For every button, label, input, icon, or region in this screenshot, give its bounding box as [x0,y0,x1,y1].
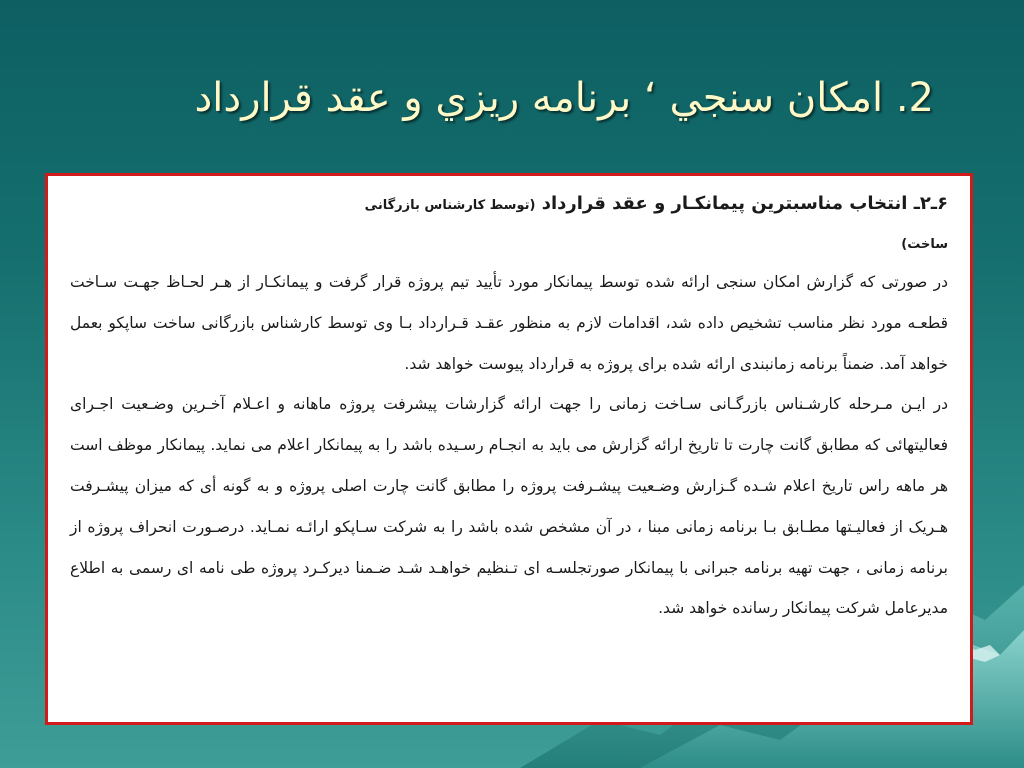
document-body [70,182,948,716]
slide-title: 2. امکان سنجي ‘ برنامه ريزي و عقد قرارداد [194,75,934,121]
paragraph-1: در صورتی كه گزارش امكان سنجی ارائه شده توسط پيمانكار مورد تأييد تيم پروژه قرار گرفت و پيمانكـار از هـر لحـاظ جهـت سـاخت قطعـه مورد نظر مناسب تشخيص داده شد، اقدامات لازم به منظور عقـد قـرارداد بـا وی توسط كارشناس بازرگانی ساخت ساپكو بعمل خواهد آمد. ضمناً برنامه زمانبندی ارائه شده برای پروژه به قرارداد پيوست خواهد شد. [70,273,948,373]
paragraph-2: در ايـن مـرحله كارشـناس بازرگـانی سـاخت زمانی را جهت ارائه گزارشات پيشرفت پروژه ماهانه و اعـلام آخـرين وضـعيت اجـرای فعاليتهائی كه مطابق گانت چارت تا تاريخ ارائه گزارش می بايد به انجـام رسـيده باشد را به پيمانكار اعلام می نمايد. پيمانكار موظف است هر ماهه راس تاريخ اعلام شـده گـزارش وضـعيت پيشـرفت پروژه را مطابق گانت چارت اصلی پروژه و به گونه أی كه ميزان پيشـرفت هـريک از فعاليـتها مطـابق بـا برنامه زمانی مبنا ، در آن مشخص شده باشد را به شركت سـاپكو ارائـه نمـايد. درصـورت انحراف پروژه از برنامه زمانی ، جهت تهيه برنامه جبرانی با پيمانكار صورتجلسـه ای تـنظيم خواهـد شـد ضـمنا ديركـرد پروژه طی نامه ای رسمی به اطلاع مديرعامل شركت پيمانكار رسانده خواهد شد. [70,395,948,618]
section-heading-text: انتخاب مناسبترين پيمانكـار و عقد قرارداد [541,193,908,214]
section-number: ۶ـ۲ـ [913,193,948,214]
section-heading-note: (توسط كارشناس بازرگانی [364,198,536,213]
section-heading-note-continuation: ساخت) [901,237,948,252]
document-scan-frame [45,173,973,725]
section-heading [70,182,948,228]
